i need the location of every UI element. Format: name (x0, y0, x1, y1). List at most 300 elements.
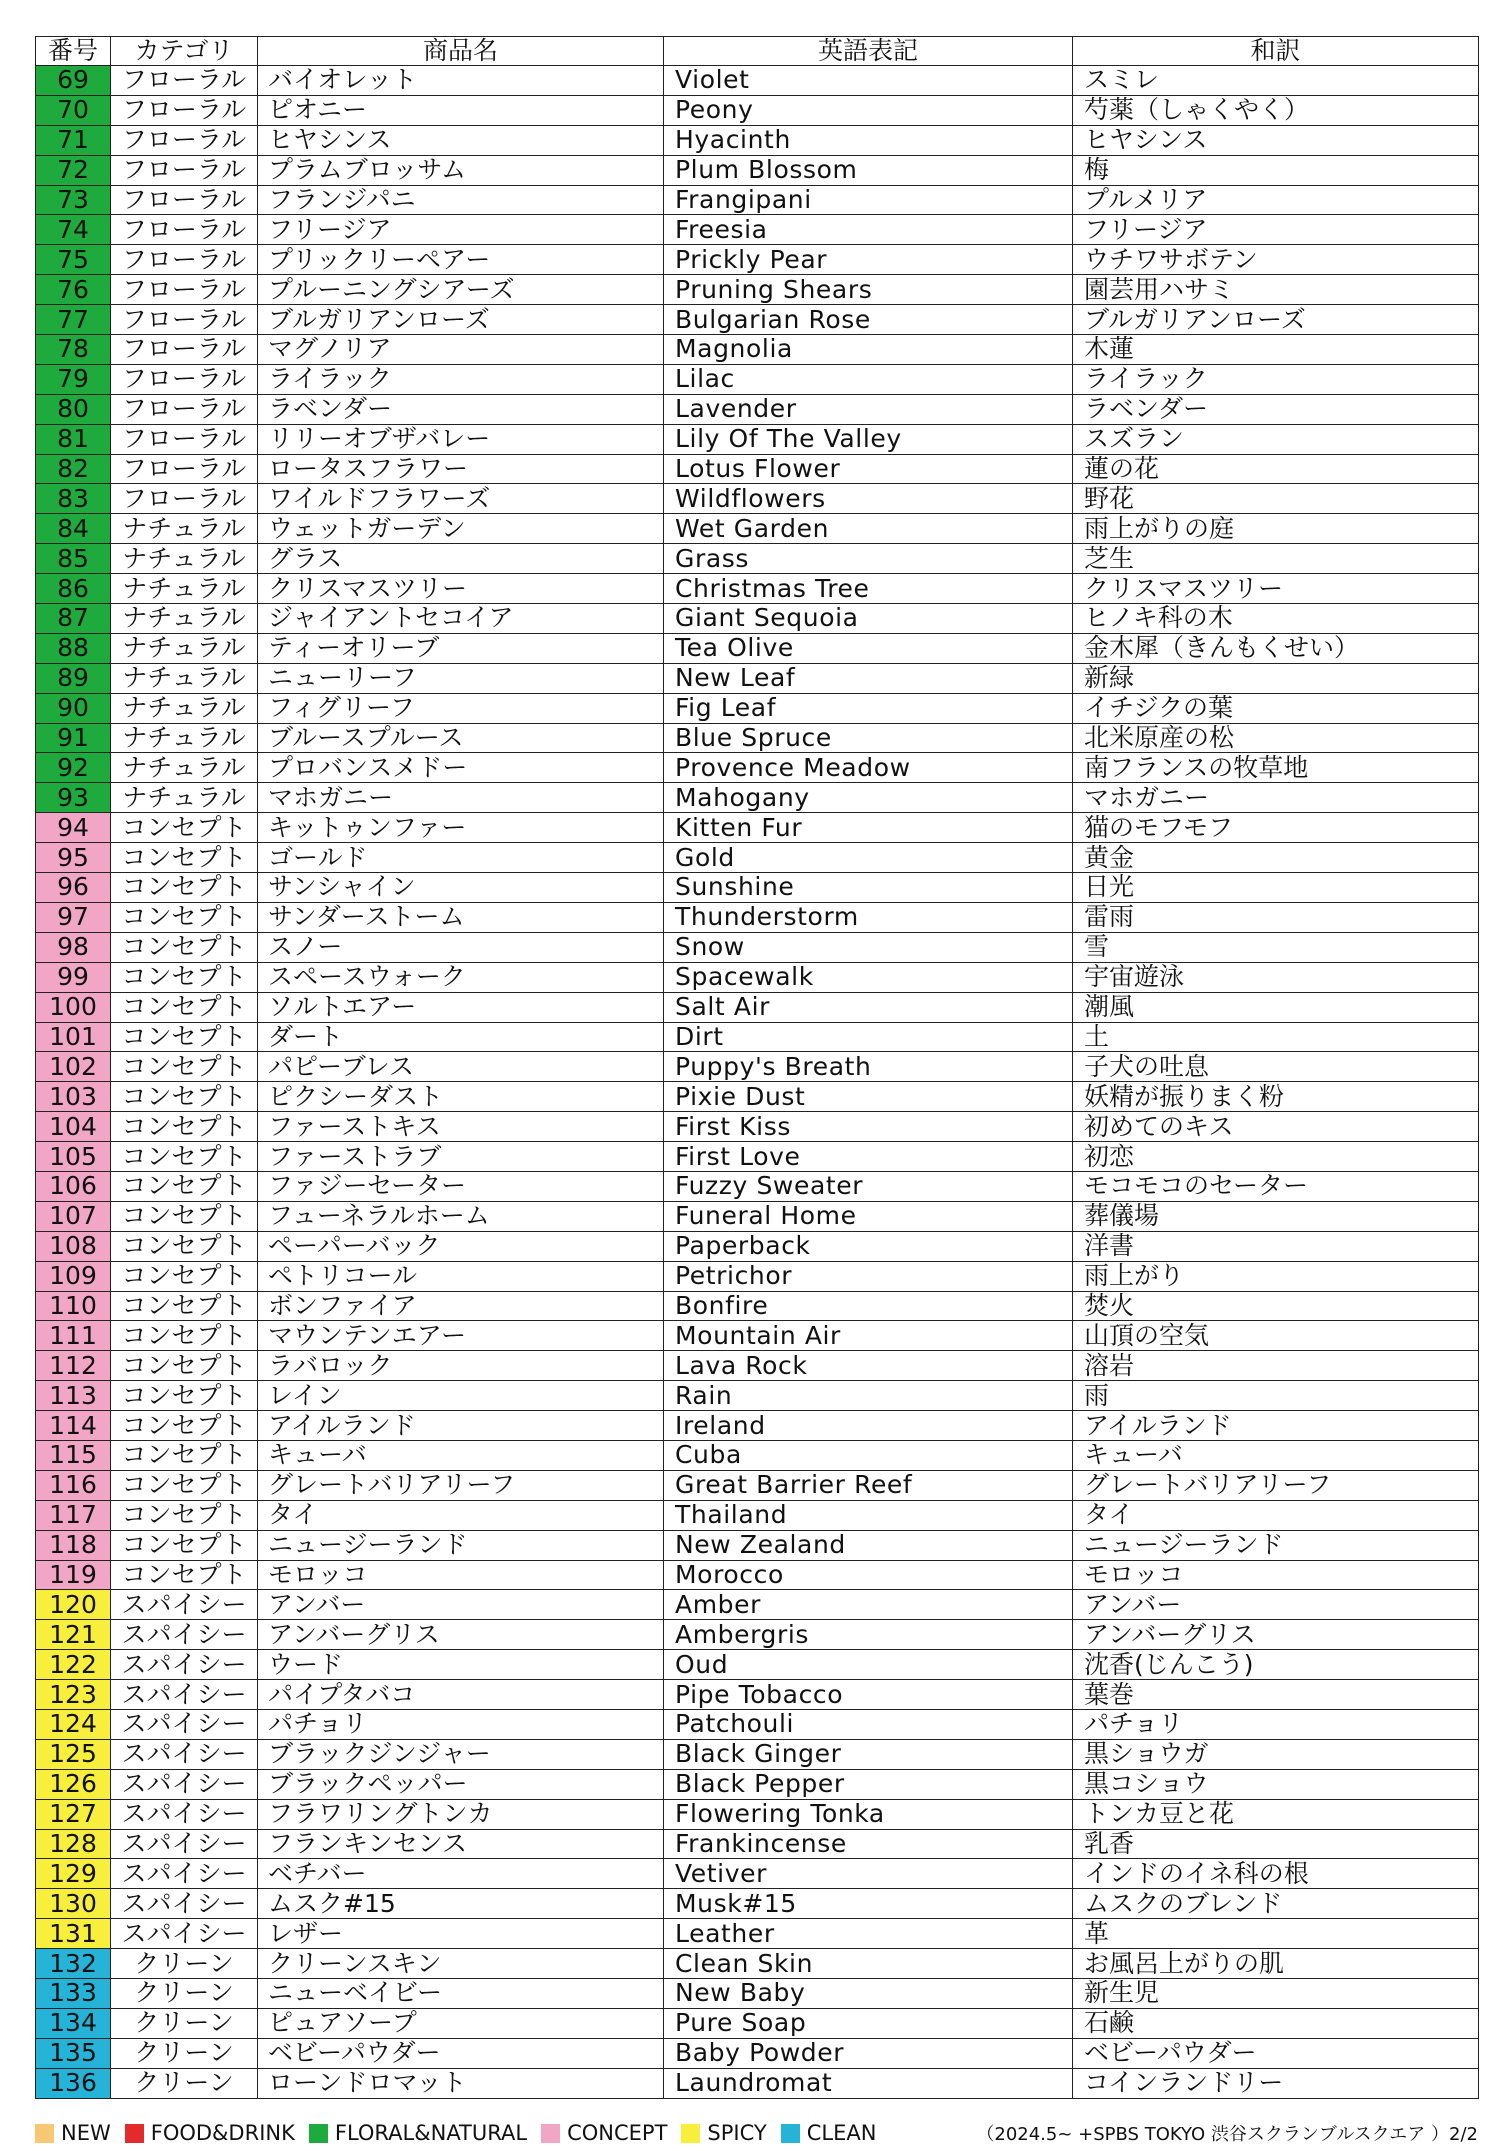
row-number: 79 (36, 364, 111, 394)
fragrance-table (35, 36, 1479, 2099)
row-number: 99 (36, 962, 111, 992)
row-category: クリーン (111, 1979, 258, 2009)
row-english-name: Violet (664, 66, 1073, 96)
row-number: 136 (36, 2068, 111, 2098)
row-product-name: プロバンスメドー (258, 753, 664, 783)
row-number: 112 (36, 1351, 111, 1381)
table-row (36, 1650, 1479, 1680)
row-translation: プルメリア (1073, 185, 1479, 215)
row-product-name: サンダーストーム (258, 902, 664, 932)
row-english-name: New Zealand (664, 1530, 1073, 1560)
row-category: コンセプト (111, 1022, 258, 1052)
row-english-name: Giant Sequoia (664, 604, 1073, 634)
table-row (36, 932, 1479, 962)
row-product-name: フランジパニ (258, 185, 664, 215)
row-number: 125 (36, 1739, 111, 1769)
legend-item (35, 2121, 111, 2145)
row-product-name: ピュアソープ (258, 2008, 664, 2038)
row-product-name: ムスク#15 (258, 1889, 664, 1919)
row-product-name: ベビーパウダー (258, 2038, 664, 2068)
row-english-name: Lava Rock (664, 1351, 1073, 1381)
legend-item (781, 2121, 877, 2145)
row-category: フローラル (111, 424, 258, 454)
row-number: 124 (36, 1709, 111, 1739)
table-row (36, 335, 1479, 365)
row-english-name: Bulgarian Rose (664, 305, 1073, 335)
row-product-name: ラベンダー (258, 394, 664, 424)
table-row (36, 693, 1479, 723)
row-english-name: Grass (664, 544, 1073, 574)
row-number: 87 (36, 604, 111, 634)
row-number: 86 (36, 574, 111, 604)
table-row (36, 574, 1479, 604)
row-translation: マホガニー (1073, 783, 1479, 813)
row-translation: 芍薬（しゃくやく） (1073, 95, 1479, 125)
row-number: 115 (36, 1440, 111, 1470)
row-category: コンセプト (111, 1231, 258, 1261)
row-category: クリーン (111, 2008, 258, 2038)
row-translation: 革 (1073, 1919, 1479, 1949)
row-translation: 雷雨 (1073, 902, 1479, 932)
table-row (36, 992, 1479, 1022)
row-number: 129 (36, 1859, 111, 1889)
table-row (36, 843, 1479, 873)
row-translation: 梅 (1073, 155, 1479, 185)
row-translation: 乳香 (1073, 1829, 1479, 1859)
row-category: フローラル (111, 125, 258, 155)
row-translation: 石鹸 (1073, 2008, 1479, 2038)
row-number: 102 (36, 1052, 111, 1082)
row-english-name: Funeral Home (664, 1201, 1073, 1231)
row-product-name: アンバーグリス (258, 1620, 664, 1650)
table-row (36, 95, 1479, 125)
row-english-name: Petrichor (664, 1261, 1073, 1291)
row-english-name: Pure Soap (664, 2008, 1073, 2038)
row-english-name: Paperback (664, 1231, 1073, 1261)
row-product-name: キューバ (258, 1440, 664, 1470)
legend-swatch (541, 2124, 560, 2143)
row-translation: 土 (1073, 1022, 1479, 1052)
table-row (36, 1859, 1479, 1889)
legend (35, 2118, 1478, 2148)
table-row (36, 484, 1479, 514)
row-number: 103 (36, 1082, 111, 1112)
row-english-name: Lily Of The Valley (664, 424, 1073, 454)
row-translation: ニュージーランド (1073, 1530, 1479, 1560)
legend-label: SPICY (707, 2121, 767, 2145)
legend-label: FLORAL&NATURAL (334, 2121, 528, 2145)
row-english-name: Great Barrier Reef (664, 1470, 1073, 1500)
table-row (36, 604, 1479, 634)
row-product-name: パイプタバコ (258, 1680, 664, 1710)
row-translation: 山頂の空気 (1073, 1321, 1479, 1351)
row-product-name: プルーニングシアーズ (258, 275, 664, 305)
row-translation: ライラック (1073, 364, 1479, 394)
row-english-name: Lavender (664, 394, 1073, 424)
row-translation: 新生児 (1073, 1979, 1479, 2009)
row-translation: ラベンダー (1073, 394, 1479, 424)
row-product-name: グレートバリアリーフ (258, 1470, 664, 1500)
row-category: コンセプト (111, 813, 258, 843)
row-category: コンセプト (111, 1381, 258, 1411)
table-body (36, 66, 1479, 2099)
row-category: コンセプト (111, 1142, 258, 1172)
legend-items (35, 2121, 890, 2145)
row-category: クリーン (111, 2068, 258, 2098)
row-category: コンセプト (111, 1440, 258, 1470)
row-category: フローラル (111, 484, 258, 514)
row-product-name: ファーストラブ (258, 1142, 664, 1172)
row-category: スパイシー (111, 1590, 258, 1620)
row-english-name: Pixie Dust (664, 1082, 1073, 1112)
legend-item (125, 2121, 295, 2145)
row-english-name: Frankincense (664, 1829, 1073, 1859)
legend-item (309, 2121, 527, 2145)
row-english-name: First Love (664, 1142, 1073, 1172)
table-row (36, 66, 1479, 96)
legend-swatch (681, 2124, 700, 2143)
table-row (36, 275, 1479, 305)
row-product-name: マホガニー (258, 783, 664, 813)
row-translation: モロッコ (1073, 1560, 1479, 1590)
row-number: 121 (36, 1620, 111, 1650)
row-number: 94 (36, 813, 111, 843)
table-row (36, 1620, 1479, 1650)
row-category: ナチュラル (111, 693, 258, 723)
row-english-name: Hyacinth (664, 125, 1073, 155)
row-english-name: New Baby (664, 1979, 1073, 2009)
table-row (36, 364, 1479, 394)
row-number: 95 (36, 843, 111, 873)
row-translation: スズラン (1073, 424, 1479, 454)
row-translation: 潮風 (1073, 992, 1479, 1022)
table-row (36, 2038, 1479, 2068)
legend-label: CLEAN (806, 2121, 877, 2145)
row-translation: アンバーグリス (1073, 1620, 1479, 1650)
row-translation: 初めてのキス (1073, 1112, 1479, 1142)
table-row (36, 245, 1479, 275)
row-product-name: フィグリーフ (258, 693, 664, 723)
row-number: 69 (36, 66, 111, 96)
row-product-name: ティーオリーブ (258, 633, 664, 663)
row-category: フローラル (111, 66, 258, 96)
table-row (36, 1680, 1479, 1710)
row-category: ナチュラル (111, 574, 258, 604)
row-translation: 黒コショウ (1073, 1769, 1479, 1799)
row-product-name: ライラック (258, 364, 664, 394)
row-product-name: ブラックペッパー (258, 1769, 664, 1799)
table-row (36, 1560, 1479, 1590)
legend-swatch (125, 2124, 144, 2143)
row-number: 70 (36, 95, 111, 125)
row-product-name: ウェットガーデン (258, 514, 664, 544)
row-translation: トンカ豆と花 (1073, 1799, 1479, 1829)
row-category: ナチュラル (111, 544, 258, 574)
row-number: 76 (36, 275, 111, 305)
row-product-name: ニューベイビー (258, 1979, 664, 2009)
row-number: 97 (36, 902, 111, 932)
row-english-name: Baby Powder (664, 2038, 1073, 2068)
row-translation: 蓮の花 (1073, 454, 1479, 484)
row-product-name: スノー (258, 932, 664, 962)
row-translation: 金木犀（きんもくせい） (1073, 633, 1479, 663)
row-category: コンセプト (111, 1500, 258, 1530)
row-product-name: レザー (258, 1919, 664, 1949)
row-english-name: Pipe Tobacco (664, 1680, 1073, 1710)
row-category: コンセプト (111, 1261, 258, 1291)
header-translation: 和訳 (1073, 37, 1479, 66)
row-translation: 妖精が振りまく粉 (1073, 1082, 1479, 1112)
table-row (36, 873, 1479, 903)
row-category: ナチュラル (111, 663, 258, 693)
header-product-name: 商品名 (258, 37, 664, 66)
row-translation: 焚火 (1073, 1291, 1479, 1321)
table-row (36, 723, 1479, 753)
table-row (36, 185, 1479, 215)
row-product-name: フューネラルホーム (258, 1201, 664, 1231)
row-number: 82 (36, 454, 111, 484)
row-category: ナチュラル (111, 753, 258, 783)
row-english-name: Pruning Shears (664, 275, 1073, 305)
row-english-name: Mahogany (664, 783, 1073, 813)
row-english-name: Musk#15 (664, 1889, 1073, 1919)
row-number: 123 (36, 1680, 111, 1710)
row-english-name: Mountain Air (664, 1321, 1073, 1351)
row-english-name: Flowering Tonka (664, 1799, 1073, 1829)
row-product-name: バイオレット (258, 66, 664, 96)
row-category: クリーン (111, 2038, 258, 2068)
row-product-name: アンバー (258, 1590, 664, 1620)
row-translation: 葬儀場 (1073, 1201, 1479, 1231)
row-translation: アンバー (1073, 1590, 1479, 1620)
row-english-name: Freesia (664, 215, 1073, 245)
table-row (36, 813, 1479, 843)
table-row (36, 1500, 1479, 1530)
row-number: 113 (36, 1381, 111, 1411)
row-product-name: タイ (258, 1500, 664, 1530)
row-number: 134 (36, 2008, 111, 2038)
header-number: 番号 (36, 37, 111, 66)
row-translation: 北米原産の松 (1073, 723, 1479, 753)
row-category: ナチュラル (111, 783, 258, 813)
table-row (36, 1261, 1479, 1291)
row-category: フローラル (111, 364, 258, 394)
row-category: スパイシー (111, 1739, 258, 1769)
row-english-name: Ambergris (664, 1620, 1073, 1650)
row-category: コンセプト (111, 1201, 258, 1231)
table-row (36, 1052, 1479, 1082)
row-product-name: クリスマスツリー (258, 574, 664, 604)
table-row (36, 1919, 1479, 1949)
row-product-name: モロッコ (258, 1560, 664, 1590)
table-row (36, 1171, 1479, 1201)
row-product-name: グラス (258, 544, 664, 574)
row-product-name: フリージア (258, 215, 664, 245)
row-category: コンセプト (111, 873, 258, 903)
row-category: スパイシー (111, 1709, 258, 1739)
row-translation: タイ (1073, 1500, 1479, 1530)
table-row (36, 125, 1479, 155)
row-product-name: ファーストキス (258, 1112, 664, 1142)
legend-swatch (309, 2124, 328, 2143)
row-translation: ベビーパウダー (1073, 2038, 1479, 2068)
table-row (36, 2008, 1479, 2038)
row-translation: アイルランド (1073, 1411, 1479, 1441)
row-translation: フリージア (1073, 215, 1479, 245)
row-number: 132 (36, 1949, 111, 1979)
table-row (36, 1291, 1479, 1321)
row-number: 111 (36, 1321, 111, 1351)
row-product-name: ブルガリアンローズ (258, 305, 664, 335)
row-english-name: Laundromat (664, 2068, 1073, 2098)
row-translation: 芝生 (1073, 544, 1479, 574)
row-number: 127 (36, 1799, 111, 1829)
row-category: コンセプト (111, 1411, 258, 1441)
row-english-name: Leather (664, 1919, 1073, 1949)
row-translation: 雨上がりの庭 (1073, 514, 1479, 544)
row-category: コンセプト (111, 1321, 258, 1351)
row-english-name: Black Ginger (664, 1739, 1073, 1769)
table-row (36, 1709, 1479, 1739)
row-english-name: Vetiver (664, 1859, 1073, 1889)
row-product-name: ジャイアントセコイア (258, 604, 664, 634)
row-number: 101 (36, 1022, 111, 1052)
row-product-name: ベチバー (258, 1859, 664, 1889)
row-product-name: スペースウォーク (258, 962, 664, 992)
row-product-name: マグノリア (258, 335, 664, 365)
row-english-name: Sunshine (664, 873, 1073, 903)
row-category: スパイシー (111, 1859, 258, 1889)
row-number: 72 (36, 155, 111, 185)
row-category: フローラル (111, 185, 258, 215)
row-number: 84 (36, 514, 111, 544)
row-product-name: レイン (258, 1381, 664, 1411)
table-row (36, 1739, 1479, 1769)
row-category: ナチュラル (111, 514, 258, 544)
row-number: 75 (36, 245, 111, 275)
row-english-name: Puppy's Breath (664, 1052, 1073, 1082)
table-row (36, 962, 1479, 992)
table-row (36, 1082, 1479, 1112)
table-row (36, 2068, 1479, 2098)
row-translation: 洋書 (1073, 1231, 1479, 1261)
row-translation: 沈香(じんこう) (1073, 1650, 1479, 1680)
row-english-name: Spacewalk (664, 962, 1073, 992)
row-translation: 木蓮 (1073, 335, 1479, 365)
row-english-name: Wet Garden (664, 514, 1073, 544)
row-number: 109 (36, 1261, 111, 1291)
legend-label: CONCEPT (567, 2121, 668, 2145)
row-product-name: ワイルドフラワーズ (258, 484, 664, 514)
table-row (36, 1799, 1479, 1829)
table-row (36, 1769, 1479, 1799)
row-english-name: Lotus Flower (664, 454, 1073, 484)
row-english-name: Plum Blossom (664, 155, 1073, 185)
row-category: コンセプト (111, 843, 258, 873)
row-number: 122 (36, 1650, 111, 1680)
row-product-name: ゴールド (258, 843, 664, 873)
row-category: コンセプト (111, 1291, 258, 1321)
row-number: 91 (36, 723, 111, 753)
table-row (36, 902, 1479, 932)
table-row (36, 753, 1479, 783)
row-english-name: Thunderstorm (664, 902, 1073, 932)
row-product-name: ソルトエアー (258, 992, 664, 1022)
row-translation: 葉巻 (1073, 1680, 1479, 1710)
row-english-name: Blue Spruce (664, 723, 1073, 753)
row-category: フローラル (111, 215, 258, 245)
row-product-name: サンシャイン (258, 873, 664, 903)
row-translation: 新緑 (1073, 663, 1479, 693)
row-category: コンセプト (111, 1530, 258, 1560)
row-number: 120 (36, 1590, 111, 1620)
legend-item (681, 2121, 766, 2145)
row-english-name: Wildflowers (664, 484, 1073, 514)
row-product-name: ラバロック (258, 1351, 664, 1381)
row-category: フローラル (111, 335, 258, 365)
row-translation: 猫のモフモフ (1073, 813, 1479, 843)
row-translation: インドのイネ科の根 (1073, 1859, 1479, 1889)
table-row (36, 514, 1479, 544)
table-row (36, 1022, 1479, 1052)
legend-swatch (781, 2124, 800, 2143)
table-row (36, 454, 1479, 484)
row-translation: キューバ (1073, 1440, 1479, 1470)
row-product-name: ニュージーランド (258, 1530, 664, 1560)
row-product-name: パピーブレス (258, 1052, 664, 1082)
row-number: 88 (36, 633, 111, 663)
row-translation: お風呂上がりの肌 (1073, 1949, 1479, 1979)
row-translation: 黒ショウガ (1073, 1739, 1479, 1769)
row-english-name: Kitten Fur (664, 813, 1073, 843)
row-product-name: ピオニー (258, 95, 664, 125)
row-product-name: プリックリーペアー (258, 245, 664, 275)
row-english-name: Oud (664, 1650, 1073, 1680)
row-number: 117 (36, 1500, 111, 1530)
row-english-name: Black Pepper (664, 1769, 1073, 1799)
table-row (36, 1321, 1479, 1351)
row-category: コンセプト (111, 902, 258, 932)
header-category: カテゴリ (111, 37, 258, 66)
row-category: フローラル (111, 394, 258, 424)
row-number: 89 (36, 663, 111, 693)
row-english-name: Thailand (664, 1500, 1073, 1530)
row-english-name: Provence Meadow (664, 753, 1073, 783)
row-category: コンセプト (111, 992, 258, 1022)
row-category: ナチュラル (111, 723, 258, 753)
row-translation: スミレ (1073, 66, 1479, 96)
row-number: 96 (36, 873, 111, 903)
row-number: 110 (36, 1291, 111, 1321)
row-category: フローラル (111, 454, 258, 484)
row-number: 108 (36, 1231, 111, 1261)
row-category: ナチュラル (111, 633, 258, 663)
row-product-name: ウード (258, 1650, 664, 1680)
row-translation: 初恋 (1073, 1142, 1479, 1172)
row-english-name: Snow (664, 932, 1073, 962)
row-translation: 野花 (1073, 484, 1479, 514)
row-product-name: アイルランド (258, 1411, 664, 1441)
row-translation: イチジクの葉 (1073, 693, 1479, 723)
row-english-name: Magnolia (664, 335, 1073, 365)
row-category: ナチュラル (111, 604, 258, 634)
table-row (36, 155, 1479, 185)
row-translation: 黄金 (1073, 843, 1479, 873)
row-number: 71 (36, 125, 111, 155)
header-row (36, 37, 1479, 66)
row-product-name: マウンテンエアー (258, 1321, 664, 1351)
row-product-name: ニューリーフ (258, 663, 664, 693)
